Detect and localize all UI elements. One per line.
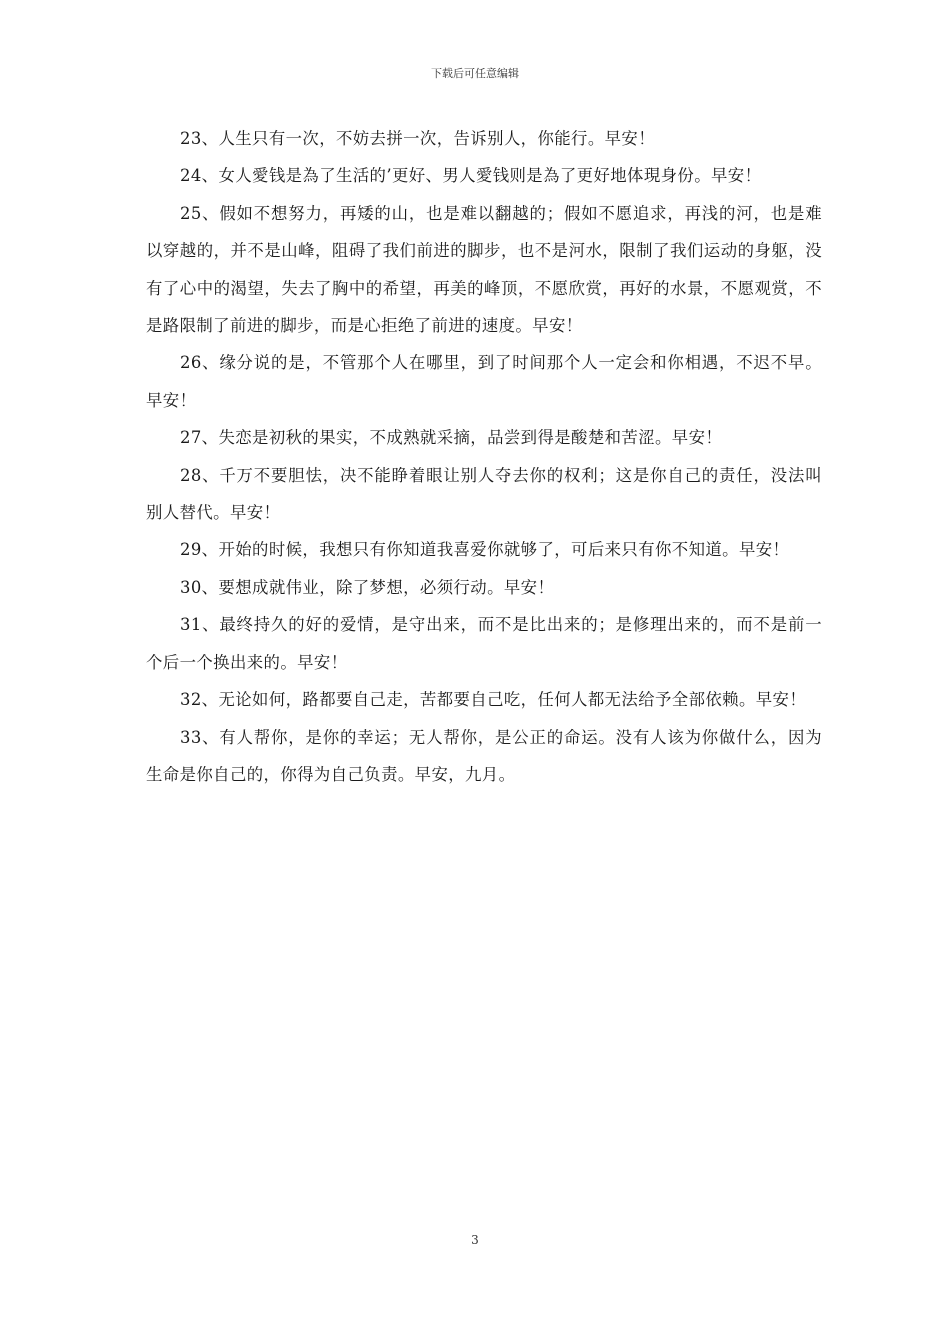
paragraph-28: 28、千万不要胆怯，决不能睁着眼让别人夺去你的权利；这是你自己的责任，没法叫别人替代。早安！ — [146, 465, 822, 523]
paragraph-32: 32、无论如何，路都要自己走，苦都要自己吃，任何人都无法给予全部依赖。早安！ — [180, 690, 807, 710]
paragraph-26: 26、缘分说的是，不管那个人在哪里，到了时间那个人一定会和你相遇，不迟不早。早安！ — [146, 353, 822, 410]
document-body — [146, 120, 822, 793]
paragraph-25: 25、假如不想努力，再矮的山，也是难以翻越的；假如不愿追求，再浅的河，也是难以穿越的，并不是山峰，阻碍了我们前进的脚步，也不是河水，限制了我们运动的身躯，没有了心中的渴望，失去了胸中的希望，再美的峰顶，不愿欣赏，再好的水景，不愿观赏，不是路限制了前进的脚步，而是心拒绝了前进的速度。早安！ — [146, 203, 822, 336]
paragraph-29: 29、开始的时候，我想只有你知道我喜爱你就够了，可后来只有你不知道。早安！ — [180, 540, 790, 560]
paragraph-31: 31、最终持久的好的爱情，是守出来，而不是比出来的；是修理出来的，而不是前一个后一个换出来的。早安！ — [146, 615, 822, 672]
page-header: 下载后可任意编辑 — [431, 67, 519, 80]
paragraph-33: 33、有人帮你，是你的幸运；无人帮你，是公正的命运。没有人该为你做什么，因为生命是你自己的，你得为自己负责。早安，九月。 — [146, 727, 822, 784]
paragraph-30: 30、要想成就伟业，除了梦想，必须行动。早安！ — [180, 577, 555, 597]
paragraph-24: 24、女人愛钱是為了生活的’更好、男人愛钱则是為了更好地体現身份。早安！ — [180, 166, 762, 186]
paragraph-27: 27、失恋是初秋的果实，不成熟就采摘，品尝到得是酸楚和苦涩。早安！ — [180, 428, 723, 448]
page-number: 3 — [471, 1233, 479, 1247]
paragraph-23: 23、人生只有一次，不妨去拼一次，告诉别人，你能行。早安！ — [180, 129, 656, 148]
